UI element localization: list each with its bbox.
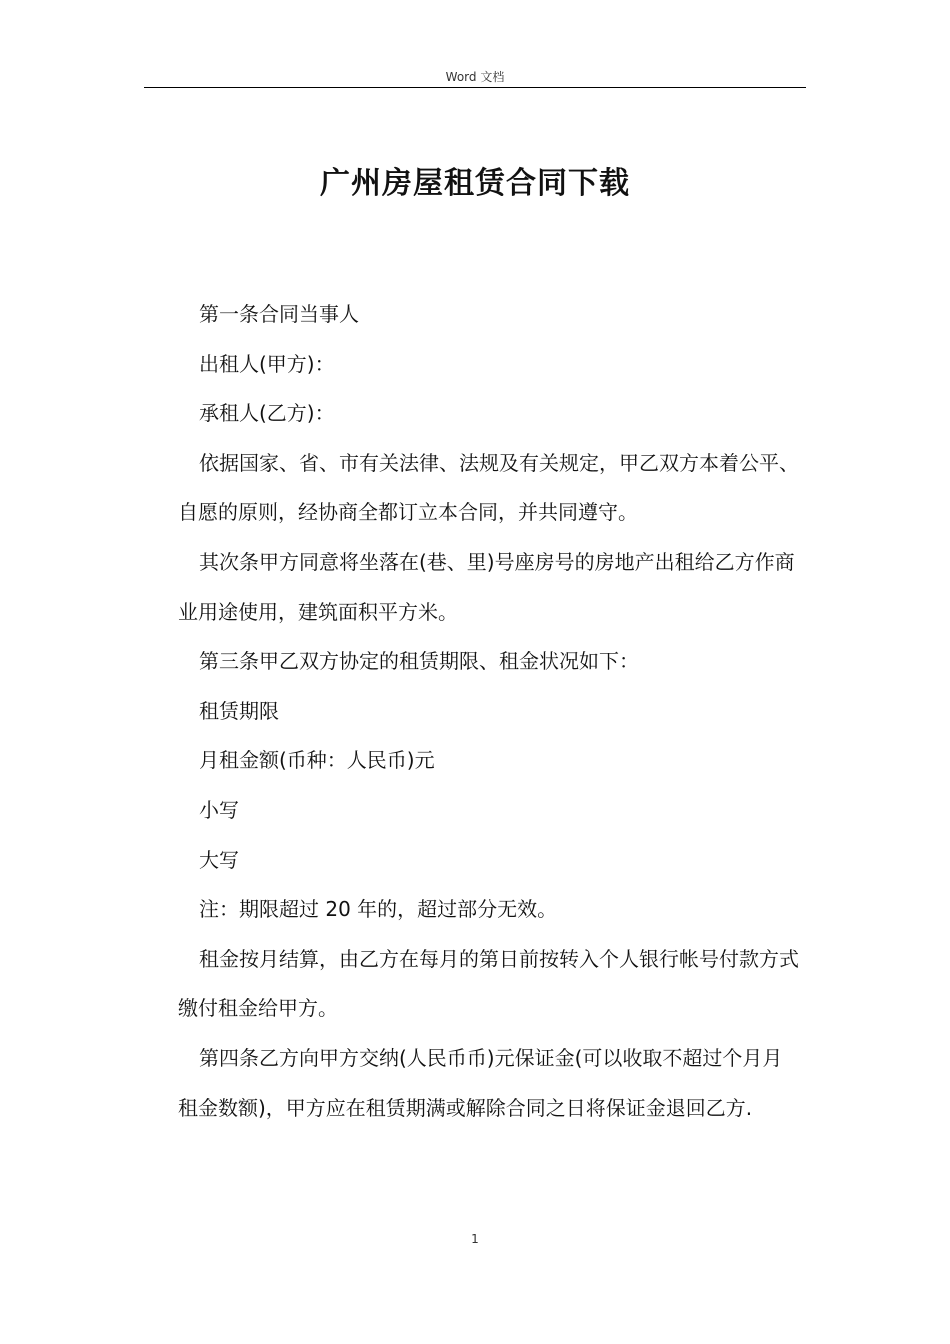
paragraph: 第一条合同当事人 xyxy=(199,302,359,326)
paragraph: 第四条乙方向甲方交纳(人民币币)元保证金(可以收取不超过个月月租金数额)，甲方应在租赁期满或解除合同之日将保证金退回乙方. xyxy=(178,1045,783,1120)
document-body xyxy=(178,290,802,1133)
paragraph: 租金按月结算，由乙方在每月的第日前按转入个人银行帐号付款方式缴付租金给甲方。 xyxy=(178,946,799,1021)
paragraph: 第三条甲乙双方协定的租赁期限、租金状况如下： xyxy=(199,649,639,674)
paragraph: 承租人(乙方)： xyxy=(199,401,335,426)
paragraph: 小写 xyxy=(199,797,239,822)
paragraph: 依据国家、省、市有关法律、法规及有关规定，甲乙双方本着公平、自愿的原则，经协商全都订立本合同，并共同遵守。 xyxy=(178,450,799,525)
paragraph: 其次条甲方同意将坐落在(巷、里)号座房号的房地产出租给乙方作商业用途使用，建筑面积平方米。 xyxy=(178,549,795,624)
paragraph: 注：期限超过 20 年的，超过部分无效。 xyxy=(199,897,558,922)
document-title: 广州房屋租赁合同下载 xyxy=(320,166,630,201)
paragraph: 大写 xyxy=(199,847,239,872)
page-header: Word 文档 xyxy=(445,70,505,84)
header-divider xyxy=(144,87,806,88)
page-number: 1 xyxy=(471,1232,479,1246)
paragraph: 出租人(甲方)： xyxy=(199,351,335,376)
paragraph: 月租金额(币种：人民币)元 xyxy=(199,748,435,773)
paragraph: 租赁期限 xyxy=(199,698,279,723)
